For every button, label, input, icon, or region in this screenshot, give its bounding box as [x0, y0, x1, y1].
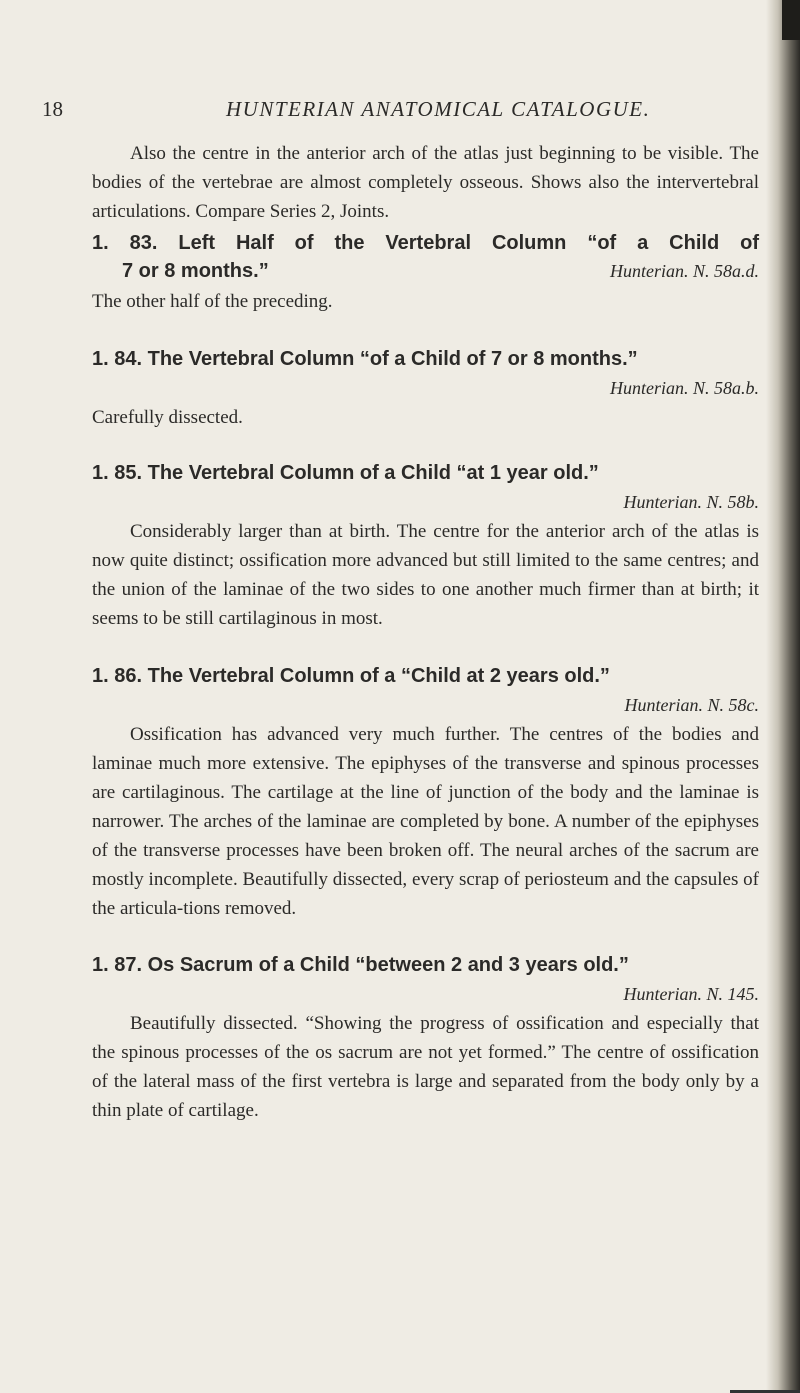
entry-number: 1. 86.	[92, 665, 143, 687]
entry-1-85-description: Considerably larger than at birth. The centre for the anterior arch of the atlas is now quite distinct; ossification more advanced but still limited to the same centres; and the union of the laminae of the two sides to one another much firmer than at birth; it seems to be still cartilaginous in most.	[92, 521, 759, 629]
entry-1-85-reference: Hunterian. N. 58b.	[623, 492, 759, 512]
entry-1-86-description: Ossification has advanced very much further. The centres of the bodies and laminae much more extensive. The epiphyses of the transverse and spinous processes are cartilaginous. The cartilage at the line of junction of the body and the laminae is narrower. The arches of the laminae are completed by bone. A number of the epiphyses of the transverse processes have been broken off. The neural arches of the sacrum are mostly incomplete. Beautifully dissected, every scrap of periosteum and the capsules of the articula-tions removed.	[92, 724, 759, 919]
page-number: 18	[42, 97, 63, 121]
entry-1-85-heading	[92, 459, 759, 487]
page-edge-shadow	[766, 0, 800, 1393]
entry-number: 1. 84.	[92, 348, 143, 370]
entry-title: Left Half of the Vertebral Column “of a Child of	[178, 232, 759, 254]
entry-number: 1. 87.	[92, 954, 143, 976]
running-head: HUNTERIAN ANATOMICAL CATALOGUE.	[226, 97, 651, 121]
entry-title: The Vertebral Column “of a Child of 7 or 8 months.”	[147, 348, 638, 370]
entry-1-87-reference: Hunterian. N. 145.	[623, 984, 759, 1004]
entry-title: The Vertebral Column of a “Child at 2 years old.”	[147, 665, 610, 687]
entry-title-continued: 7 or 8 months.”	[122, 260, 269, 282]
entry-1-84-heading	[92, 345, 759, 373]
entry-title: The Vertebral Column of a Child “at 1 year old.”	[147, 462, 599, 484]
entry-1-83-description: The other half of the preceding.	[92, 291, 333, 312]
entry-title: Os Sacrum of a Child “between 2 and 3 years old.”	[147, 954, 629, 976]
entry-1-87-description: Beautifully dissected. “Showing the progress of ossification and especially that the spinous processes of the os sacrum are not yet formed.” The centre of ossification of the lateral mass of the first vertebra is large and separated from the body only by a thin plate of cartilage.	[92, 1013, 759, 1121]
entry-1-86-heading	[92, 662, 759, 690]
entry-1-86-reference: Hunterian. N. 58c.	[624, 695, 759, 715]
entry-number: 1. 83.	[92, 232, 158, 254]
entry-number: 1. 85.	[92, 462, 143, 484]
entry-reference: Hunterian. N. 58a.d.	[609, 261, 759, 281]
entry-1-84-description: Carefully dissected.	[92, 407, 243, 428]
intro-paragraph: Also the centre in the anterior arch of the atlas just beginning to be visible. The bodies of the vertebrae are almost completely osseous. Shows also the intervertebral articulations. Compare Series 2, Joints.	[92, 143, 759, 222]
entry-1-84-reference: Hunterian. N. 58a.b.	[609, 378, 759, 398]
entry-1-83-heading	[92, 229, 759, 285]
page-edge-dark-corner	[782, 0, 800, 40]
entry-1-87-heading	[92, 951, 759, 979]
page-header	[0, 97, 760, 127]
